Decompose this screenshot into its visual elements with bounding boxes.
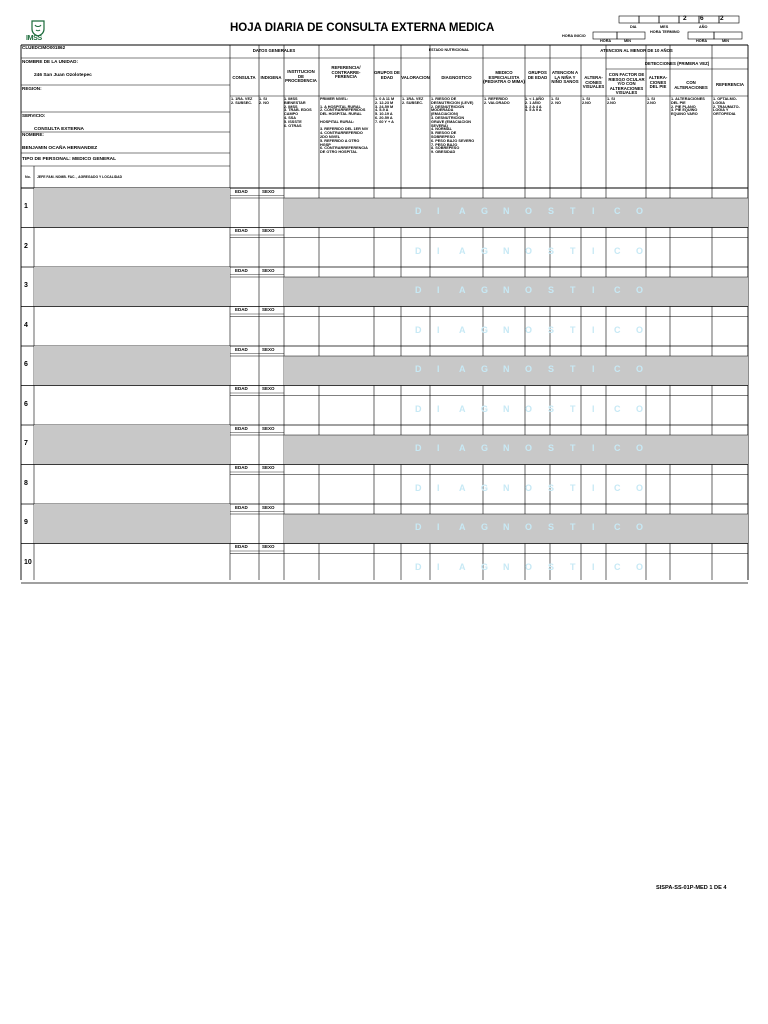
nombre-unidad-value[interactable]: 246 San Juan Ozolotepec — [34, 73, 92, 78]
diagnostico-watermark-letter: O — [525, 285, 533, 295]
diagnostico-watermark-letter: D — [415, 364, 422, 374]
options-consulta: 1. 1RA. VEZ 2. SUBSEC. — [231, 97, 253, 105]
section-estado-nutricional: ESTADO NUTRICIONAL — [428, 48, 470, 52]
row-number: 10 — [24, 558, 32, 566]
diagnostico-watermark-letter: O — [525, 403, 533, 414]
edad-label: EDAD — [235, 504, 248, 510]
diagnostico-watermark-letter: I — [592, 364, 595, 374]
diagnostico-watermark-letter: O — [525, 364, 533, 374]
col-con-alteraciones: CON ALTERACIONES — [674, 80, 708, 90]
row-number: 8 — [24, 479, 28, 487]
row-number: 6 — [24, 361, 28, 368]
diagnostico-watermark-letter: T — [570, 324, 576, 335]
date-box-dia-1 — [619, 16, 639, 23]
diagnostico-watermark-letter: T — [570, 482, 576, 493]
options-indigena: 1. SI 2. NO — [259, 97, 269, 105]
col-consulta: CONSULTA — [232, 75, 256, 80]
diagnostico-watermark-letter: O — [525, 245, 533, 256]
diagnostico-watermark-letter: T — [570, 245, 576, 256]
date-digit-anio[interactable]: 2 — [720, 15, 724, 22]
diagnostico-watermark-letter: I — [592, 245, 595, 256]
row-shade-right — [284, 198, 748, 228]
col-no-header: No. — [25, 175, 31, 179]
row-number: 1 — [24, 203, 28, 210]
patient-name-cell[interactable] — [35, 347, 229, 385]
patient-name-cell[interactable] — [35, 268, 229, 306]
edad-label: EDAD — [235, 465, 248, 470]
diagnostico-watermark-letter: C — [614, 403, 621, 414]
options-diagnostico: 1. RIESGO DE DESNUTRICION (LEVE) 2. DESNUTRICION MODERADA (EMACIACION) 3. DESNUTRICION GRAVE (EMACIACION SEVERA) 4. NORMAL 5. RIESGO DE SOBREPESO 6. PESO BAJO SEVERO 7. PESO BAJO 8. SOBREPESO 9. OBESIDAD — [431, 97, 475, 155]
col-referencia: REFERENCIA/ CONTRARRE- FERENCIA — [331, 65, 361, 79]
diagnostico-watermark-letter: T — [570, 403, 576, 414]
diagnostico-watermark-letter: I — [592, 561, 595, 572]
edad-label: EDAD — [235, 228, 248, 233]
hora-inicio-label: HORA INICIO — [562, 34, 586, 38]
row-number: 3 — [24, 282, 28, 289]
row-number: 9 — [24, 519, 28, 526]
nombre-label: NOMBRE: — [22, 132, 44, 137]
form-code-footer: SISPA-SS-01P-MED 1 DE 4 — [656, 885, 727, 891]
diagnostico-watermark-letter: N — [503, 482, 510, 493]
diagnostico-watermark-letter: O — [525, 324, 533, 335]
diagnostico-watermark-letter: S — [548, 443, 555, 453]
row-number: 4 — [24, 321, 28, 329]
diagnostico-watermark-letter: T — [570, 285, 576, 295]
diagnostico-watermark-letter: C — [614, 443, 621, 453]
patient-name-cell[interactable] — [35, 308, 229, 346]
col-factor-riesgo: CON FACTOR DE RIESGO OCULAR Y/O CON ALTERACIONES VISUALES — [608, 72, 645, 95]
diagnostico-watermark-letter: O — [525, 443, 533, 453]
diagnostico-watermark-letter: I — [592, 324, 595, 335]
col-institucion: INSTITUCION DE PROCEDENCIA — [285, 69, 317, 83]
section-datos-generales: DATOS GENERALES — [252, 48, 296, 53]
diagnostico-watermark-letter: I — [592, 285, 595, 295]
diagnostico-watermark-letter: I — [437, 482, 440, 493]
diagnostico-watermark-letter: O — [636, 403, 644, 414]
diagnostico-watermark-letter: A — [459, 443, 466, 453]
diagnostico-watermark-letter: D — [415, 443, 422, 453]
patient-name-cell[interactable] — [35, 466, 229, 504]
col-paciente-header: JEFE FAM. NOMB. FAC. , AGREGADO Y LOCALIDAD — [37, 175, 123, 179]
diagnostico-watermark-letter: D — [415, 206, 422, 216]
section-detecciones: DETECCIONES (PRIMERA VEZ) — [644, 61, 710, 66]
edad-label: EDAD — [235, 307, 248, 312]
row-shade-right — [284, 435, 748, 465]
diagnostico-watermark-letter: I — [437, 561, 440, 572]
options-valoracion: 1. 1RA. VEZ 2. SUBSEC. — [402, 97, 424, 105]
diagnostico-watermark-letter: C — [614, 285, 621, 295]
options-referencia2: 1. OFTALMO- LOGIA 2. TRAUMATO- LOGIA Y ORTOPEDIA — [713, 97, 740, 117]
sexo-label: SEXO — [262, 425, 275, 431]
sexo-label: SEXO — [262, 504, 275, 510]
diagnostico-watermark-letter: N — [503, 206, 510, 216]
date-box-dia-2 — [639, 16, 659, 23]
diagnostico-watermark-letter: D — [415, 403, 422, 414]
diagnostico-watermark-letter: O — [636, 443, 644, 453]
diagnostico-watermark-letter: A — [459, 285, 466, 295]
edad-label: EDAD — [235, 267, 248, 273]
date-digit-mes[interactable]: 6 — [700, 15, 704, 22]
diagnostico-watermark-letter: S — [548, 206, 555, 216]
patient-name-cell[interactable] — [35, 229, 229, 267]
diagnostico-watermark-letter: O — [636, 206, 644, 216]
tipo-personal[interactable]: TIPO DE PERSONAL: MEDICO GENERAL — [22, 157, 117, 162]
diagnostico-watermark-letter: O — [525, 561, 533, 572]
diagnostico-watermark-letter: O — [525, 206, 533, 216]
diagnostico-watermark-letter: G — [481, 206, 489, 216]
date-label-mes: MES — [660, 25, 669, 29]
diagnostico-watermark-letter: I — [437, 522, 440, 532]
diagnostico-watermark-letter: T — [570, 561, 576, 572]
edad-label: EDAD — [235, 544, 248, 549]
diagnostico-watermark-letter: I — [437, 364, 440, 374]
patient-name-cell[interactable] — [35, 189, 229, 227]
diagnostico-watermark-letter: N — [503, 245, 510, 256]
diagnostico-watermark-letter: O — [636, 561, 644, 572]
hora-inicio-min-label: MIN — [624, 39, 631, 43]
diagnostico-watermark-letter: C — [614, 245, 621, 256]
hora-inicio-hora-label: HORA — [600, 39, 612, 43]
nombre-unidad-label: NOMBRE DE LA UNIDAD: — [22, 59, 78, 64]
diagnostico-watermark-letter: I — [437, 324, 440, 335]
diagnostico-watermark-letter: O — [636, 482, 644, 493]
edad-label: EDAD — [235, 386, 248, 391]
col-alteraciones-visuales: ALTERA- CIONES VISUALES — [582, 75, 605, 89]
logo-text: IMSS — [26, 35, 42, 42]
diagnostico-watermark-letter: G — [481, 245, 489, 256]
diagnostico-watermark-letter: C — [614, 206, 621, 216]
diagnostico-watermark-letter: I — [592, 206, 595, 216]
diagnostico-watermark-letter: C — [614, 482, 621, 493]
diagnostico-watermark-letter: A — [459, 245, 466, 256]
col-grupos-edad: GRUPOS DE EDAD — [374, 70, 400, 80]
date-label-anio: AÑO — [699, 25, 708, 29]
diagnostico-watermark-letter: A — [459, 482, 466, 493]
diagnostico-watermark-letter: D — [415, 285, 422, 295]
row-number: 6 — [24, 400, 28, 408]
diagnostico-watermark-letter: S — [548, 561, 555, 572]
servicio-value[interactable]: CONSULTA EXTERNA — [34, 127, 85, 132]
region-label: REGION: — [22, 86, 42, 91]
sexo-label: SEXO — [262, 267, 275, 273]
col-medico-especialista: MEDICO ESPECIALISTA (PEDIATRA O MIMA) — [483, 70, 525, 84]
diagnostico-watermark-letter: D — [415, 561, 422, 572]
diagnostico-watermark-letter: G — [481, 443, 489, 453]
page-title: HOJA DIARIA DE CONSULTA EXTERNA MEDICA — [230, 22, 495, 34]
nombre-value[interactable]: BENJAMIN OCAÑA HERNANDEZ — [22, 146, 98, 151]
diagnostico-watermark-letter: I — [437, 443, 440, 453]
col-diagnostico: DIAGNOSTICO — [441, 75, 472, 80]
diagnostico-watermark-letter: I — [592, 482, 595, 493]
sexo-label: SEXO — [262, 307, 275, 312]
patient-name-cell[interactable] — [35, 426, 229, 464]
diagnostico-watermark-letter: I — [592, 403, 595, 414]
patient-name-cell[interactable] — [35, 545, 229, 583]
diagnostico-watermark-letter: I — [437, 245, 440, 256]
sexo-label: SEXO — [262, 346, 275, 352]
diagnostico-watermark-letter: G — [481, 364, 489, 374]
diagnostico-watermark-letter: D — [415, 324, 422, 335]
sexo-label: SEXO — [262, 228, 275, 233]
date-box-mes-1 — [659, 16, 679, 23]
options-atencion-nino: 1. SI 2. NO — [551, 97, 561, 105]
edad-label: EDAD — [235, 188, 248, 194]
options-medico-especialista: 1. REFERIDO 2. VALORADO — [484, 97, 510, 105]
options-grupos-edad-menor: 1. < 1 AÑO 2. 1 AÑO 3. 2 A 4 A 4. 5 A 9 A — [525, 97, 544, 113]
hora-termino-min-box — [714, 32, 742, 39]
row-shade-right — [284, 514, 748, 544]
diagnostico-watermark-letter: G — [481, 482, 489, 493]
diagnostico-watermark-letter: T — [570, 522, 576, 532]
diagnostico-watermark-letter: N — [503, 403, 510, 414]
diagnostico-watermark-letter: O — [525, 522, 533, 532]
options-alteraciones-visuales: 1. SI 2.NO — [582, 97, 591, 105]
diagnostico-watermark-letter: D — [415, 245, 422, 256]
patient-name-cell[interactable] — [35, 387, 229, 425]
diagnostico-watermark-letter: G — [481, 285, 489, 295]
diagnostico-watermark-letter: N — [503, 285, 510, 295]
diagnostico-watermark-letter: O — [636, 285, 644, 295]
date-digit-dia[interactable]: 2 — [683, 15, 687, 22]
diagnostico-watermark-letter: A — [459, 403, 466, 414]
diagnostico-watermark-letter: A — [459, 522, 466, 532]
row-number: 7 — [24, 440, 28, 447]
diagnostico-watermark-letter: O — [636, 324, 644, 335]
options-factor-riesgo: 1. SI 2.NO — [607, 97, 616, 105]
clues-code: CLUEDCIMO001862 — [22, 45, 66, 50]
diagnostico-watermark-letter: O — [636, 245, 644, 256]
col-atencion-nino: ATENCION A LA NIÑA Y NIÑO SANOS — [551, 70, 579, 84]
diagnostico-watermark-letter: S — [548, 245, 555, 256]
diagnostico-watermark-letter: A — [459, 561, 466, 572]
diagnostico-watermark-letter: O — [636, 364, 644, 374]
diagnostico-watermark-letter: A — [459, 206, 466, 216]
col-alteraciones-pie: ALTERA- CIONES DEL PIE — [648, 75, 668, 89]
diagnostico-watermark-letter: C — [614, 561, 621, 572]
diagnostico-watermark-letter: A — [459, 324, 466, 335]
diagnostico-watermark-letter: S — [548, 364, 555, 374]
diagnostico-watermark-letter: N — [503, 324, 510, 335]
diagnostico-watermark-letter: N — [503, 522, 510, 532]
servicio-label: SERVICIO: — [22, 113, 46, 118]
diagnostico-watermark-letter: T — [570, 443, 576, 453]
row-number: 2 — [24, 242, 28, 250]
diagnostico-watermark-letter: A — [459, 364, 466, 374]
diagnostico-watermark-letter: C — [614, 324, 621, 335]
patient-name-cell[interactable] — [35, 505, 229, 543]
col-valoracion: VALORACION — [401, 75, 430, 80]
diagnostico-watermark-letter: I — [437, 403, 440, 414]
diagnostico-watermark-letter: N — [503, 443, 510, 453]
diagnostico-watermark-letter: O — [525, 482, 533, 493]
options-referencia: PRIMER NIVEL: 1. A HOSPITAL RURAL 2. CONTRARREFERIDOS DEL HOSPITAL RURAL HOSPITAL RURAL: 3. REFERIDO DEL 1ER NIV 4. CONTRARREFERIDO 2DO NIVEL 5. REFERIDO A OTRO HGSP 6. CONTRARREFERENCIA DE OTRO HOSPITAL — [320, 97, 369, 155]
section-atencion-menor: ATENCION AL MENOR DE 10 AÑOS — [600, 48, 673, 53]
diagnostico-watermark-letter: O — [636, 522, 644, 532]
diagnostico-watermark-letter: N — [503, 364, 510, 374]
diagnostico-watermark-letter: I — [437, 285, 440, 295]
edad-label: EDAD — [235, 346, 248, 352]
options-alteraciones-pie: 1. SI 2.NO — [647, 97, 656, 105]
options-con-alteraciones: 1. ALTERACIONES DEL PIE 2. PIE PLANO 3. PIE EQUINO EQUINO VARO — [671, 97, 705, 117]
sexo-label: SEXO — [262, 544, 275, 549]
diagnostico-watermark-letter: C — [614, 522, 621, 532]
date-box-mes-2 — [679, 16, 699, 23]
date-label-dia: DIA — [630, 25, 637, 29]
options-institucion: 1. IMSS BIENESTAR 2. IMSS 3. TRAB. EDOS CAMPO 4. SSA 5. ISSSTE 6. OTRAS — [284, 97, 312, 128]
imss-logo — [26, 18, 50, 42]
diagnostico-watermark-letter: G — [481, 522, 489, 532]
diagnostico-watermark-letter: S — [548, 324, 555, 335]
hora-termino-hora-box — [688, 32, 714, 39]
diagnostico-watermark-letter: I — [592, 522, 595, 532]
hora-termino-min-label: MIN — [722, 39, 729, 43]
hora-termino-hora-label: HORA — [696, 39, 708, 43]
row-shade-right — [284, 277, 748, 307]
diagnostico-watermark-letter: S — [548, 403, 555, 414]
col-indigena: INDIGENA — [260, 75, 282, 80]
diagnostico-watermark-letter: S — [548, 285, 555, 295]
hora-inicio-min-box — [617, 32, 645, 39]
diagnostico-watermark-letter: G — [481, 324, 489, 335]
col-referencia2: REFERENCIA — [716, 82, 744, 87]
sexo-label: SEXO — [262, 465, 275, 470]
diagnostico-watermark-letter: I — [437, 206, 440, 216]
diagnostico-watermark-letter: T — [570, 364, 576, 374]
diagnostico-watermark-letter: I — [592, 443, 595, 453]
sexo-label: SEXO — [262, 188, 275, 194]
diagnostico-watermark-letter: S — [548, 522, 555, 532]
diagnostico-watermark-letter: G — [481, 403, 489, 414]
row-shade-right — [284, 356, 748, 386]
diagnostico-watermark-letter: C — [614, 364, 621, 374]
diagnostico-watermark-letter: G — [481, 561, 489, 572]
diagnostico-watermark-letter: D — [415, 482, 422, 493]
edad-label: EDAD — [235, 425, 248, 431]
hora-termino-label: HORA TERMINO — [650, 30, 680, 34]
hora-inicio-hora-box — [593, 32, 617, 39]
diagnostico-watermark-letter: T — [570, 206, 576, 216]
col-grupos-edad-menor: GRUPOS DE EDAD — [527, 70, 548, 80]
diagnostico-watermark-letter: N — [503, 561, 510, 572]
options-grupos-edad: 1. 0 A 11 M 2. 12-23 M 3. 24-59 M 4. 5-9 A 5. 10-19 A 6. 20-59 A 7. 60 Y + A — [375, 97, 395, 124]
diagnostico-watermark-letter: D — [415, 522, 422, 532]
diagnostico-watermark-letter: S — [548, 482, 555, 493]
sexo-label: SEXO — [262, 386, 275, 391]
